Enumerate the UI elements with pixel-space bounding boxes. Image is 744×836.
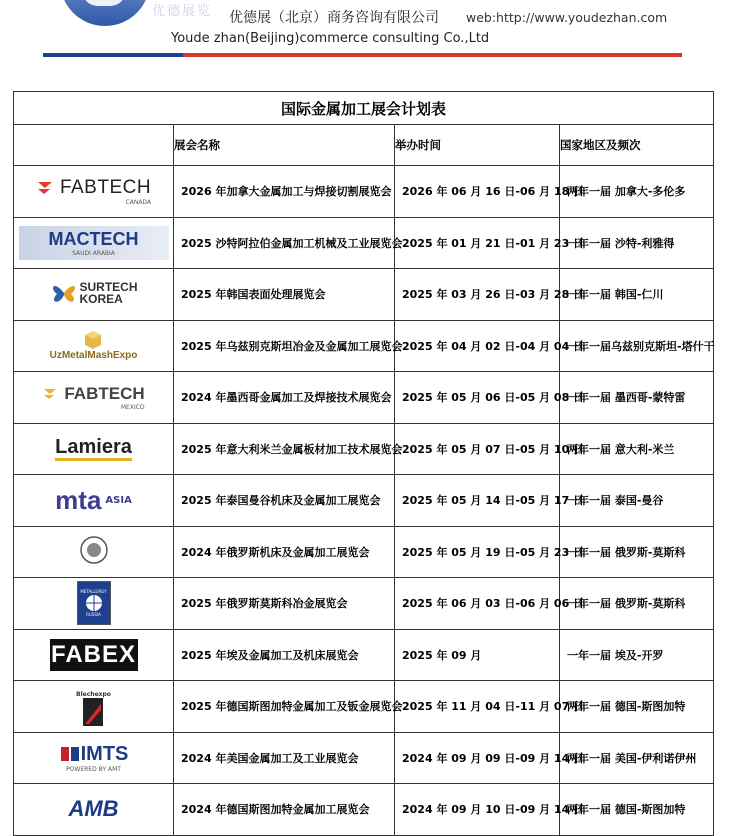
logo-text: AMB: [68, 796, 119, 822]
blechexpo-mark-icon: [83, 698, 103, 726]
exhibition-date: 2024 年 09 月 10 日-09 月 14 日: [395, 784, 560, 836]
table-row: [14, 784, 714, 836]
exhibition-name: 2026 年加拿大金属加工与焊接切割展览会: [174, 166, 395, 218]
logo-subtext: ASIA: [105, 494, 132, 506]
table-row: [14, 166, 714, 218]
column-header-name: 展会名称: [174, 125, 395, 166]
exhibition-logo: [14, 166, 174, 218]
logo-text: IMTS: [80, 742, 129, 765]
logo-subtext: RUSSIA: [86, 612, 101, 618]
exhibition-date: 2025 年 05 月 06 日-05 月 08 日: [395, 372, 560, 424]
logo-subtext: CANADA: [125, 198, 152, 206]
logo-text: Blechexpo: [76, 691, 111, 699]
company-logo: [60, 0, 150, 26]
exhibition-logo: [14, 578, 174, 630]
exhibition-name: 2025 沙特阿拉伯金属加工机械及工业展览会: [174, 217, 395, 269]
company-name-cn: 优德展（北京）商务咨询有限公司: [229, 10, 439, 26]
table-row: [14, 681, 714, 733]
logo-text: FABEX: [50, 640, 136, 668]
exhibition-name: 2025 年俄罗斯莫斯科冶金展览会: [174, 578, 395, 630]
column-header-date: 举办时间: [395, 125, 560, 166]
exhibition-region-frequency: 一年一届 俄罗斯-莫斯科: [560, 578, 714, 630]
exhibition-date: 2025 年 11 月 04 日-11 月 07 日: [395, 681, 560, 733]
brand-faint-text: 优德展览: [152, 4, 213, 19]
company-name-en: Youde zhan(Beijing)commerce consulting Co.,Ltd: [171, 31, 490, 46]
exhibition-date: 2025 年 05 月 19 日-05 月 23 日: [395, 526, 560, 578]
logo-text: MACTECH: [48, 228, 139, 249]
exhibition-region-frequency: 两年一届 美国-伊利诺伊州: [560, 732, 714, 784]
exhibition-logo: [14, 269, 174, 321]
exhibition-date: 2025 年 06 月 03 日-06 月 06 日: [395, 578, 560, 630]
logo-text: FABTECH: [59, 176, 152, 198]
butterfly-icon: [49, 280, 79, 306]
exhibition-region-frequency: 一年一届 埃及-开罗: [560, 629, 714, 681]
logo-subtext: POWERED BY AMT: [66, 765, 121, 773]
exhibition-region-frequency: 一年一届乌兹别克斯坦-塔什干: [560, 320, 714, 372]
exhibition-region-frequency: 一年一届 沙特-利雅得: [560, 217, 714, 269]
exhibition-logo: [14, 475, 174, 527]
table-row: [14, 629, 714, 681]
exhibition-date: 2025 年 01 月 21 日-01 月 23 日: [395, 217, 560, 269]
cube-icon: [84, 330, 102, 350]
logo-subtext: SAUDI ARABIA: [72, 249, 115, 257]
header-logo-cell: [14, 125, 174, 166]
exhibition-name: 2025 年德国斯图加特金属加工及钣金展览会: [174, 681, 395, 733]
exhibition-region-frequency: 两年一届 加拿大-多伦多: [560, 166, 714, 218]
website-text: web:http://www.youdezhan.com: [466, 10, 668, 25]
exhibition-logo: [14, 784, 174, 836]
logo-text: FABTECH: [64, 383, 145, 403]
exhibition-date: 2025 年 05 月 14 日-05 月 17 日: [395, 475, 560, 527]
exhibition-name: 2025 年乌兹别克斯坦冶金及金属加工展览会: [174, 320, 395, 372]
exhibition-name: 2024 年美国金属加工及工业展览会: [174, 732, 395, 784]
exhibition-name: 2025 年韩国表面处理展览会: [174, 269, 395, 321]
chevron-mark-icon: [42, 387, 64, 401]
exhibition-logo: [14, 217, 174, 269]
exhibition-logo: [14, 526, 174, 578]
table-row: [14, 578, 714, 630]
exhibition-name: 2025 年泰国曼谷机床及金属加工展览会: [174, 475, 395, 527]
exhibition-region-frequency: 一年一届 墨西哥-蒙特雷: [560, 372, 714, 424]
logo-text: METALLURGY: [80, 589, 107, 595]
table-row: [14, 475, 714, 527]
exhibition-logo: [14, 681, 174, 733]
logo-subtext: MEXICO: [120, 403, 145, 411]
exhibition-date: 2025 年 09 月: [395, 629, 560, 681]
exhibition-name: 2025 年埃及金属加工及机床展览会: [174, 629, 395, 681]
exhibition-logo: [14, 732, 174, 784]
exhibition-name: 2024 年墨西哥金属加工及焊接技术展览会: [174, 372, 395, 424]
table-row: [14, 217, 714, 269]
exhibition-region-frequency: 一年一届 俄罗斯-莫斯科: [560, 526, 714, 578]
table-row: [14, 269, 714, 321]
exhibition-date: 2025 年 05 月 07 日-05 月 10 日: [395, 423, 560, 475]
exhibition-logo: [14, 372, 174, 424]
chevron-mark-icon: [36, 180, 60, 196]
exhibition-name: 2024 年德国斯图加特金属加工展览会: [174, 784, 395, 836]
table-row: [14, 372, 714, 424]
exhibition-region-frequency: 一年一届 韩国-仁川: [560, 269, 714, 321]
logo-subtext: KOREA: [79, 291, 123, 306]
exhibition-name: 2024 年俄罗斯机床及金属加工展览会: [174, 526, 395, 578]
table-row: [14, 732, 714, 784]
logo-text: Lamiera: [55, 436, 132, 459]
exhibition-plan-table: [13, 91, 714, 836]
column-header-region: 国家地区及频次: [560, 125, 714, 166]
header-rule-accent: [43, 53, 183, 57]
logo-text: mta: [55, 484, 102, 515]
exhibition-date: 2026 年 06 月 16 日-06 月 18 日: [395, 166, 560, 218]
exhibition-region-frequency: 两年一届 德国-斯图加特: [560, 784, 714, 836]
exhibition-logo: [14, 423, 174, 475]
exhibition-region-frequency: 一年一届 泰国-曼谷: [560, 475, 714, 527]
letterhead: [0, 0, 744, 62]
exhibition-logo: [14, 629, 174, 681]
table-row: [14, 423, 714, 475]
imts-mark-icon: [59, 745, 81, 763]
exhibition-date: 2025 年 03 月 26 日-03 月 28 日: [395, 269, 560, 321]
emblem-icon: [79, 535, 109, 565]
logo-text: SURTECH: [79, 279, 138, 294]
table-row: [14, 526, 714, 578]
exhibition-region-frequency: 两年一届 德国-斯图加特: [560, 681, 714, 733]
logo-text: UzMetalMashExpo: [49, 350, 138, 362]
exhibition-logo: [14, 320, 174, 372]
globe-icon: [85, 594, 103, 612]
exhibition-date: 2024 年 09 月 09 日-09 月 14 日: [395, 732, 560, 784]
table-row: [14, 320, 714, 372]
exhibition-name: 2025 年意大利米兰金属板材加工技术展览会: [174, 423, 395, 475]
exhibition-region-frequency: 两年一届 意大利-米兰: [560, 423, 714, 475]
table-title: 国际金属加工展会计划表: [14, 92, 714, 125]
exhibition-date: 2025 年 04 月 02 日-04 月 04 日: [395, 320, 560, 372]
